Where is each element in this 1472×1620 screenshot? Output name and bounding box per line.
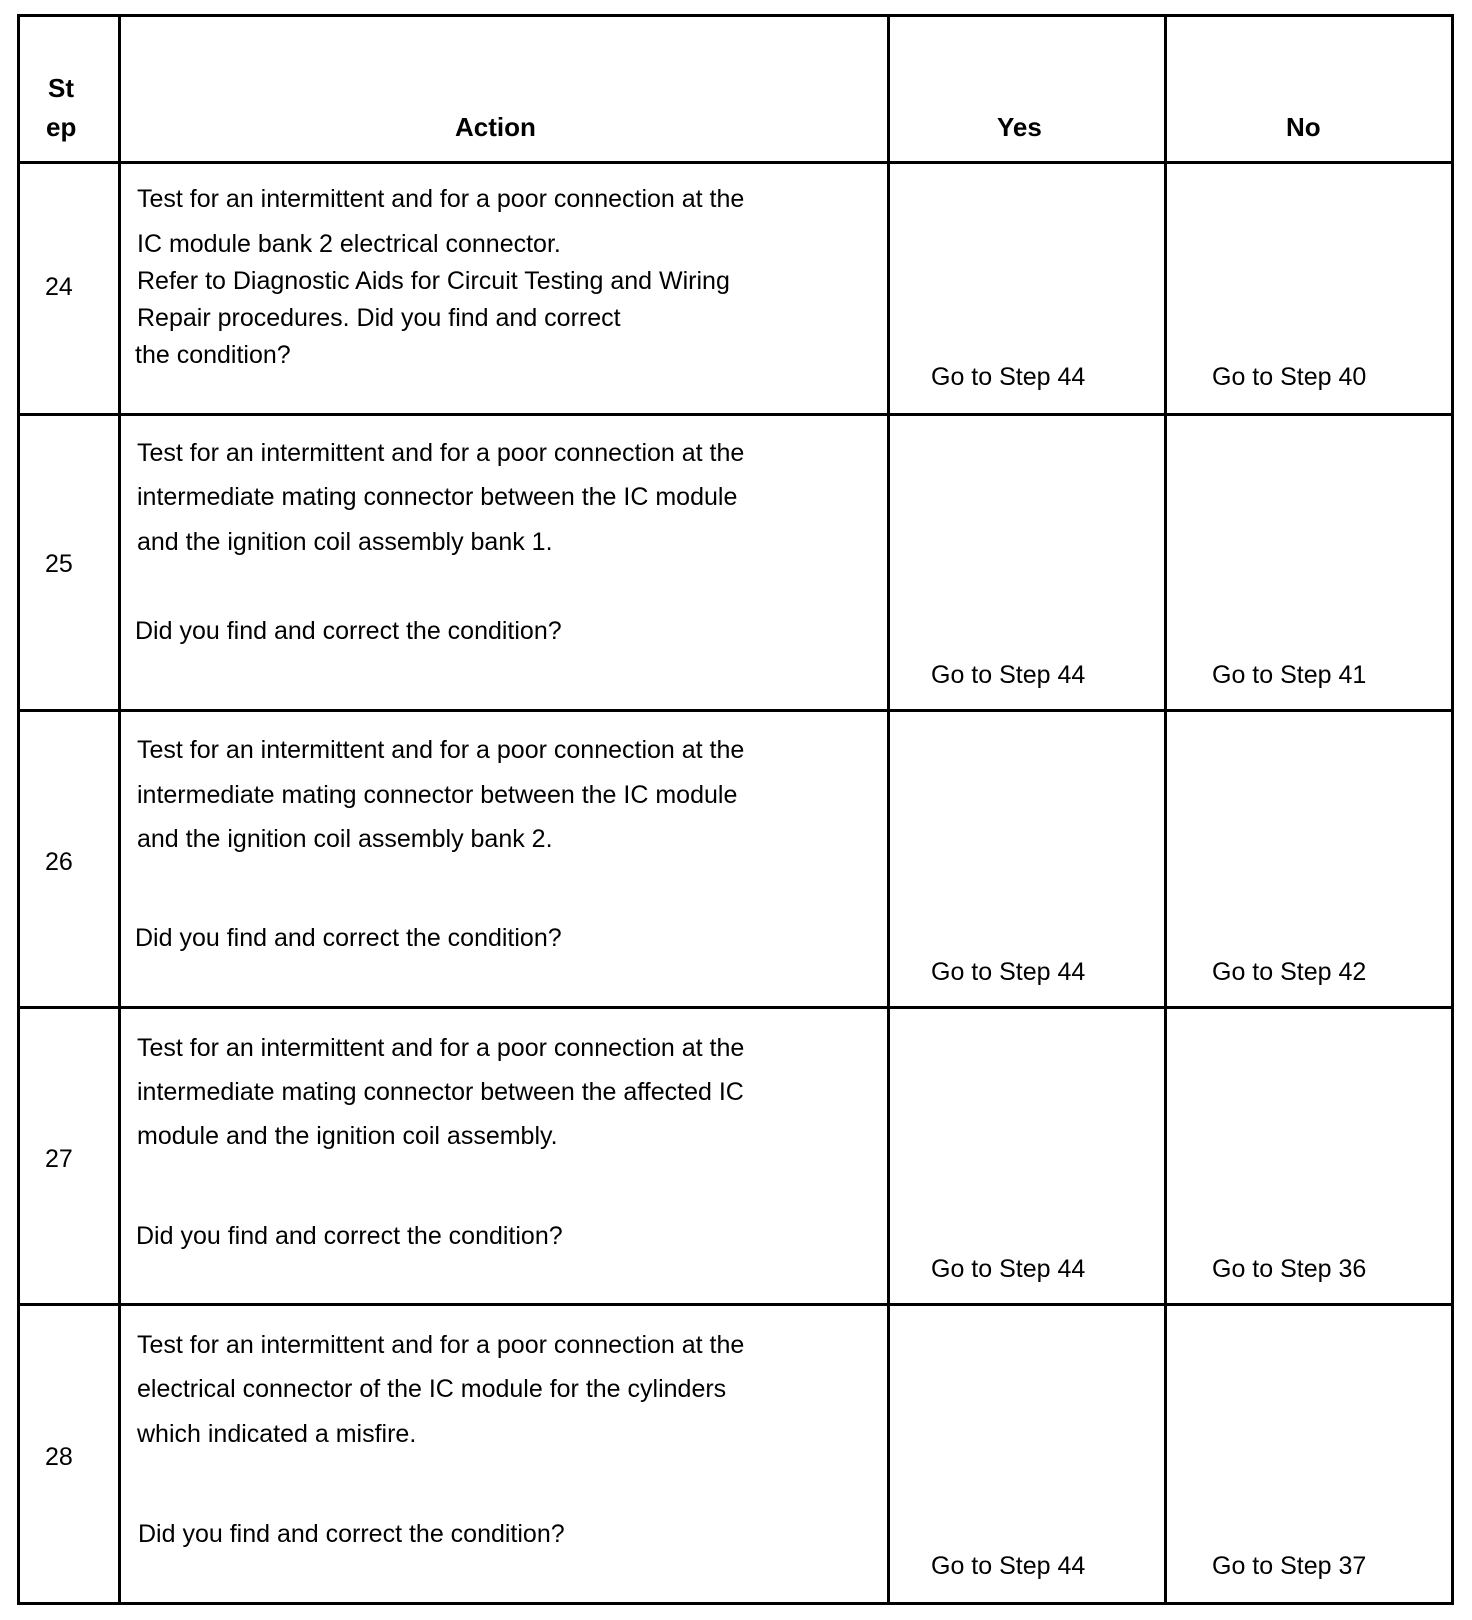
action-line: the condition? xyxy=(135,341,291,369)
action-line: and the ignition coil assembly bank 2. xyxy=(137,825,553,853)
action-line: Test for an intermittent and for a poor connection at the xyxy=(137,185,745,213)
action-line: Did you find and correct the condition? xyxy=(138,1520,565,1548)
action-line: Test for an intermittent and for a poor connection at the xyxy=(137,736,745,764)
row-divider xyxy=(20,1006,1451,1009)
step-number: 26 xyxy=(45,848,73,876)
action-line: Did you find and correct the condition? xyxy=(135,924,562,952)
step-number: 27 xyxy=(45,1145,73,1173)
no-cell: Go to Step 40 xyxy=(1212,363,1367,391)
row-divider xyxy=(20,161,1451,164)
no-cell: Go to Step 41 xyxy=(1212,661,1367,689)
action-line: module and the ignition coil assembly. xyxy=(137,1122,558,1150)
yes-cell: Go to Step 44 xyxy=(931,661,1086,689)
action-line: Refer to Diagnostic Aids for Circuit Testing and Wiring xyxy=(137,267,730,295)
header-action: Action xyxy=(455,112,536,142)
action-line: intermediate mating connector between the affected IC xyxy=(137,1078,744,1106)
row-divider xyxy=(20,1303,1451,1306)
action-line: intermediate mating connector between the IC module xyxy=(137,781,738,809)
action-line: Did you find and correct the condition? xyxy=(136,1222,563,1250)
action-line: intermediate mating connector between the IC module xyxy=(137,483,738,511)
step-number: 25 xyxy=(45,550,73,578)
no-cell: Go to Step 37 xyxy=(1212,1552,1367,1580)
column-divider xyxy=(887,17,890,1602)
header-step: St xyxy=(48,73,74,103)
action-line: Test for an intermittent and for a poor connection at the xyxy=(137,1034,745,1062)
yes-cell: Go to Step 44 xyxy=(931,1255,1086,1283)
action-line: IC module bank 2 electrical connector. xyxy=(137,230,561,258)
no-cell: Go to Step 42 xyxy=(1212,958,1367,986)
step-number: 28 xyxy=(45,1443,73,1471)
action-line: Test for an intermittent and for a poor connection at the xyxy=(137,1331,745,1359)
row-divider xyxy=(20,413,1451,416)
step-number: 24 xyxy=(45,273,73,301)
header-no: No xyxy=(1286,112,1321,142)
yes-cell: Go to Step 44 xyxy=(931,363,1086,391)
action-line: which indicated a misfire. xyxy=(137,1420,417,1448)
yes-cell: Go to Step 44 xyxy=(931,958,1086,986)
action-line: Did you find and correct the condition? xyxy=(135,617,562,645)
header-step: ep xyxy=(46,112,77,142)
action-line: Repair procedures. Did you find and correct xyxy=(137,304,621,332)
action-line: and the ignition coil assembly bank 1. xyxy=(137,528,553,556)
action-line: electrical connector of the IC module for the cylinders xyxy=(137,1375,727,1403)
column-divider xyxy=(118,17,121,1602)
row-divider xyxy=(20,709,1451,712)
column-divider xyxy=(1164,17,1167,1602)
header-yes: Yes xyxy=(997,112,1042,142)
action-line: Test for an intermittent and for a poor connection at the xyxy=(137,439,745,467)
no-cell: Go to Step 36 xyxy=(1212,1255,1367,1283)
yes-cell: Go to Step 44 xyxy=(931,1552,1086,1580)
